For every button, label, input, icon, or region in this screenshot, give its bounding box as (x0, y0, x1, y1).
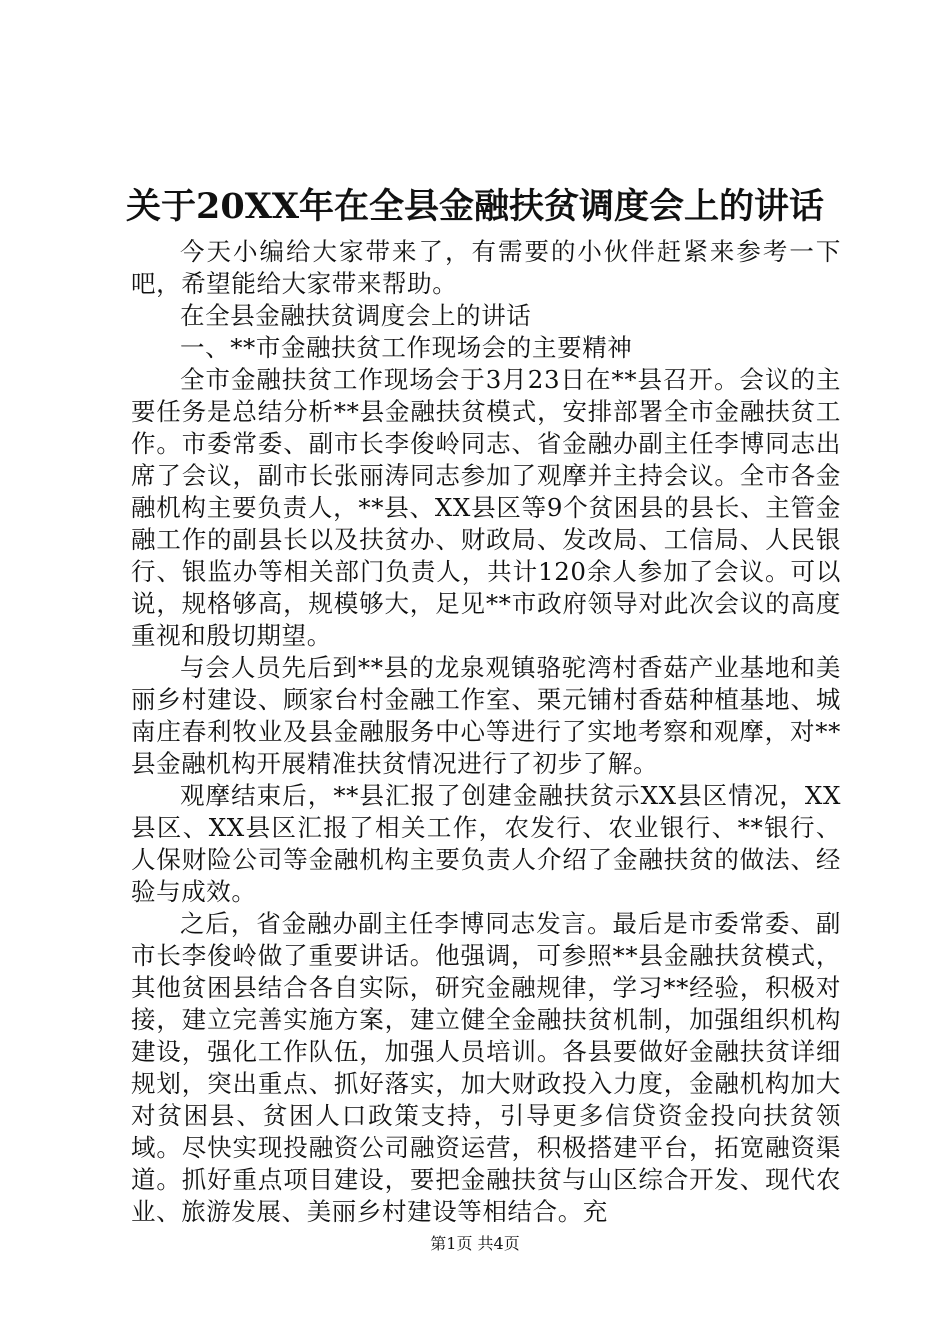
paragraph-intro: 今天小编给大家带来了，有需要的小伙伴赶紧来参考一下吧，希望能给大家带来帮助。 (131, 237, 841, 298)
paragraph-subtitle: 在全县金融扶贫调度会上的讲话 (180, 301, 532, 330)
paragraph-meeting-summary: 全市金融扶贫工作现场会于3月23日在**县召开。会议的主要任务是总结分析**县金融扶贫模式，安排部署全市金融扶贫工作。市委常委、副市长李俊岭同志、省金融办副主任李博同志出席了会议，副市长张丽涛同志参加了观摩并主持会议。全市各金融机构主要负责人，**县、XX县区等9个贫困县的县长、主管金融工作的副县长以及扶贫办、财政局、发改局、工信局、人民银行、银监办等相关部门负责人，共计120余人参加了会议。可以说，规格够高，规模够大，足见**市政府领导对此次会议的高度重视和殷切期望。 (131, 365, 841, 650)
section-heading-1: 一、**市金融扶贫工作现场会的主要精神 (180, 333, 633, 362)
page-number-footer: 第1页 共4页 (430, 1234, 520, 1253)
paragraph-speech: 之后，省金融办副主任李博同志发言。最后是市委常委、副市长李俊岭做了重要讲话。他强调，可参照**县金融扶贫模式，其他贫困县结合各自实际，研究金融规律，学习**经验，积极对接，建立完善实施方案，建立健全金融扶贫机制，加强组织机构建设，强化工作队伍，加强人员培训。各县要做好金融扶贫详细规划，突出重点、抓好落实，加大财政投入力度，金融机构加大对贫困县、贫困人口政策支持，引导更多信贷资金投向扶贫领域。尽快实现投融资公司融资运营，积极搭建平台，拓宽融资渠道。抓好重点项目建设，要把金融扶贫与山区综合开发、现代农业、旅游发展、美丽乡村建设等相结合。充 (131, 909, 841, 1226)
document-body (131, 236, 841, 1228)
paragraph-site-visit: 与会人员先后到**县的龙泉观镇骆驼湾村香菇产业基地和美丽乡村建设、顾家台村金融工作室、栗元铺村香菇种植基地、城南庄春利牧业及县金融服务中心等进行了实地考察和观摩，对**县金融机构开展精准扶贫情况进行了初步了解。 (131, 653, 841, 778)
document-title: 关于20XX年在全县金融扶贫调度会上的讲话 (125, 186, 825, 227)
paragraph-reports: 观摩结束后，**县汇报了创建金融扶贫示XX县区情况，XX县区、XX县区汇报了相关工作，农发行、农业银行、**银行、人保财险公司等金融机构主要负责人介绍了金融扶贫的做法、经验与成效。 (131, 781, 841, 906)
